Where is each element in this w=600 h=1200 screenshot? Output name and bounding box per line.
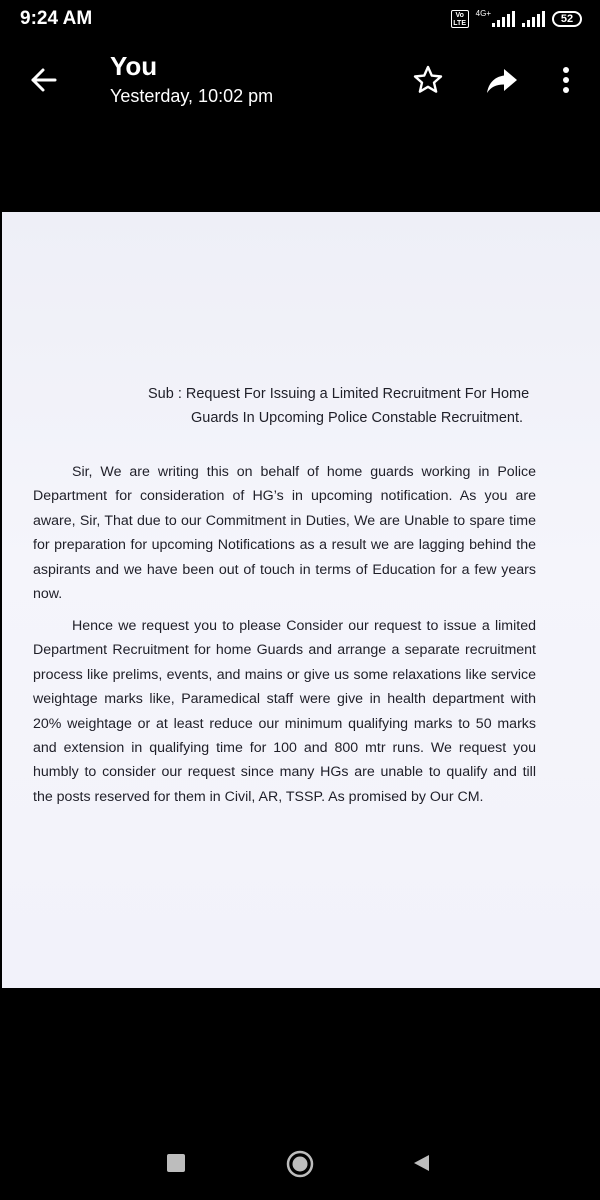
document-paragraph-1: Sir, We are writing this on behalf of home guards working in Police Department for consideration of HG’s in upcoming notification. As you are aware, Sir, That due to our Commitment in Duties, We are Unable to spare time for preparation for upcoming Notifications as a result we are lagging behind the aspirants and we have been out of touch in terms of Education for a few years now.	[33, 464, 536, 603]
battery-icon: 52	[552, 11, 582, 27]
document-subject	[148, 382, 529, 430]
document-paragraph-2: Hence we request you to please Consider our request to issue a limited Department Recruitment for home Guards and arrange a separate recruitment process like prelims, events, and mains or give us some relaxations like service weightage marks like, Paramedical staff were give in health department with 20% weightage or at least reduce our minimum qualifying marks to 50 marks and extension in qualifying time for 100 and 800 mtr runs. We request you humbly to consider our request since many HGs are unable to qualify and till the posts reserved for them in Civil, AR, TSSP. As promised by Our CM.	[33, 618, 536, 805]
volte-icon: Vo LTE	[451, 10, 469, 28]
app-bar	[0, 38, 600, 122]
title-block	[110, 50, 273, 109]
back-arrow-icon	[24, 60, 64, 100]
nav-back-button[interactable]	[410, 1152, 432, 1174]
signal-strength-icon	[492, 11, 515, 27]
recents-square-icon[interactable]	[167, 1154, 185, 1172]
back-button[interactable]	[24, 60, 64, 100]
sender-title: You	[110, 51, 158, 81]
navigation-bar	[0, 1130, 600, 1200]
back-triangle-icon	[410, 1152, 432, 1174]
home-button[interactable]	[286, 1150, 314, 1178]
status-bar	[0, 0, 600, 38]
timestamp-subtitle: Yesterday, 10:02 pm	[110, 86, 274, 106]
subject-line-2: Guards In Upcoming Police Constable Recruitment.	[191, 410, 524, 426]
signal-strength-icon-2	[522, 11, 545, 27]
status-time: 9:24 AM	[20, 8, 93, 29]
more-options-button[interactable]	[546, 60, 586, 100]
share-button[interactable]	[482, 60, 522, 100]
network-type-label: 4G+	[475, 8, 491, 18]
more-vert-icon	[546, 60, 586, 100]
star-icon	[408, 60, 448, 100]
star-button[interactable]	[408, 60, 448, 100]
document-image	[2, 212, 600, 988]
home-circle-icon	[286, 1150, 314, 1178]
share-icon	[482, 60, 522, 100]
subject-line-1: Sub : Request For Issuing a Limited Recruitment For Home	[148, 386, 530, 402]
status-icons	[451, 7, 582, 31]
